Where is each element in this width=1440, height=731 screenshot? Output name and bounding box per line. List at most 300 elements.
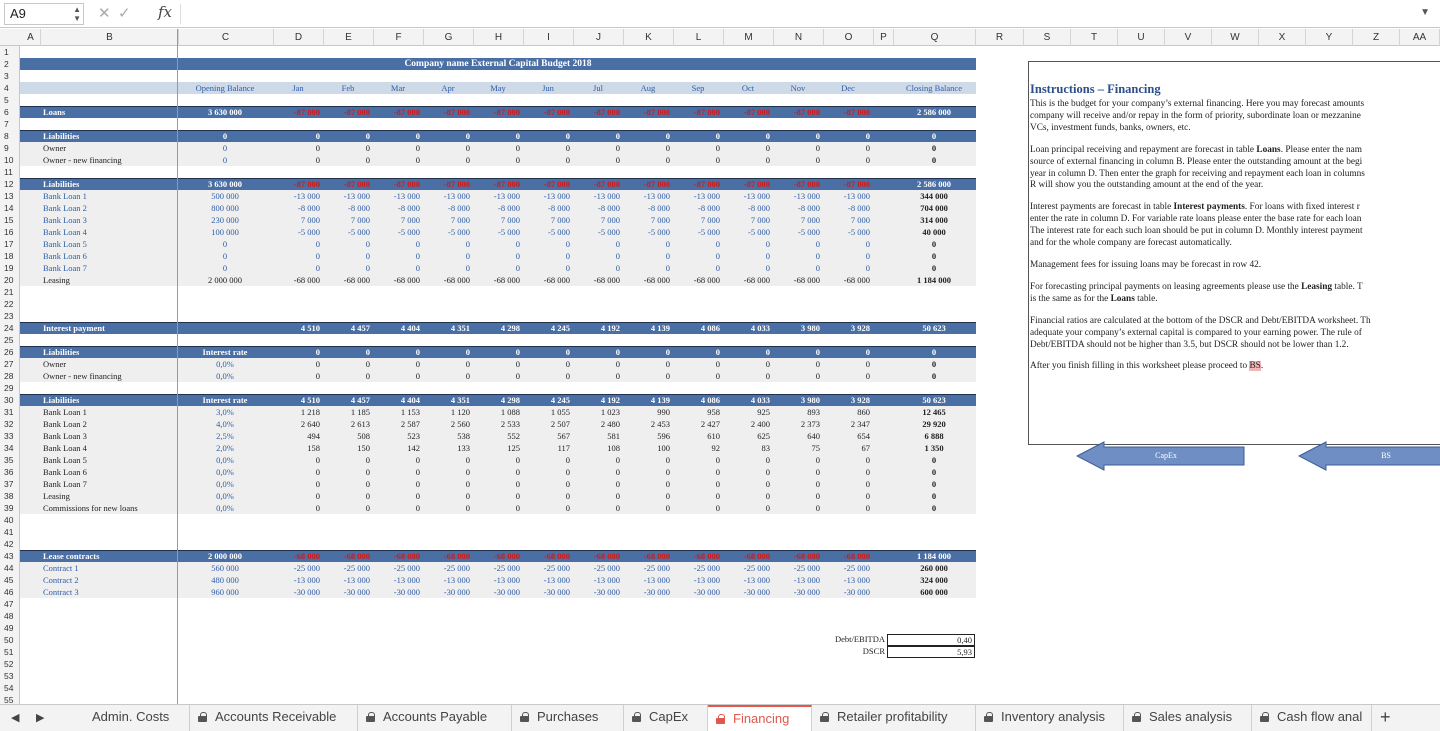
- column-header-y[interactable]: Y: [1306, 29, 1353, 46]
- month-value-cell[interactable]: 4 086: [700, 395, 720, 405]
- row-header[interactable]: 52: [4, 659, 14, 669]
- month-value-cell[interactable]: -87 000: [793, 179, 820, 189]
- row-header[interactable]: 25: [4, 335, 14, 345]
- month-value-cell[interactable]: 0: [815, 491, 820, 501]
- month-value-cell[interactable]: -30 000: [493, 587, 520, 597]
- month-value-cell[interactable]: -8 000: [398, 203, 420, 213]
- opening-balance-cell[interactable]: 230 000: [211, 215, 239, 225]
- opening-balance-cell[interactable]: 500 000: [211, 191, 239, 201]
- month-value-cell[interactable]: 596: [657, 431, 670, 441]
- month-value-cell[interactable]: -87 000: [293, 179, 320, 189]
- month-value-cell[interactable]: 0: [665, 239, 670, 249]
- month-value-cell[interactable]: 0: [315, 251, 320, 261]
- month-value-cell[interactable]: -87 000: [343, 179, 370, 189]
- month-value-cell[interactable]: 4 457: [350, 323, 370, 333]
- closing-balance-cell[interactable]: 0: [931, 239, 937, 249]
- closing-balance-cell[interactable]: 1 184 000: [917, 275, 951, 285]
- closing-balance-cell[interactable]: 0: [931, 455, 937, 465]
- opening-balance-cell[interactable]: 560 000: [211, 563, 239, 573]
- row-label[interactable]: Contract 3: [43, 587, 79, 597]
- closing-balance-cell[interactable]: 0: [931, 503, 937, 513]
- month-value-cell[interactable]: 0: [365, 143, 370, 153]
- month-value-cell[interactable]: -13 000: [643, 575, 670, 585]
- closing-balance-cell[interactable]: 0: [931, 479, 937, 489]
- closing-balance-cell[interactable]: 0: [931, 251, 937, 261]
- month-value-cell[interactable]: 640: [807, 431, 820, 441]
- month-value-cell[interactable]: 4 033: [750, 323, 770, 333]
- month-value-cell[interactable]: 1 055: [550, 407, 570, 417]
- month-value-cell[interactable]: 0: [465, 467, 470, 477]
- month-value-cell[interactable]: -13 000: [793, 191, 820, 201]
- opening-balance-cell[interactable]: 0,0%: [216, 491, 234, 501]
- opening-balance-cell[interactable]: 2 000 000: [208, 551, 242, 561]
- month-value-cell[interactable]: -8 000: [598, 203, 620, 213]
- month-value-cell[interactable]: 0: [465, 359, 470, 369]
- month-value-cell[interactable]: 0: [865, 143, 870, 153]
- month-value-cell[interactable]: 0: [565, 143, 570, 153]
- month-value-cell[interactable]: -68 000: [843, 275, 870, 285]
- month-value-cell[interactable]: 4 457: [350, 395, 370, 405]
- month-value-cell[interactable]: 3 980: [800, 395, 820, 405]
- month-value-cell[interactable]: -5 000: [748, 227, 770, 237]
- month-value-cell[interactable]: -8 000: [298, 203, 320, 213]
- month-value-cell[interactable]: 0: [365, 239, 370, 249]
- month-value-cell[interactable]: -87 000: [493, 179, 520, 189]
- month-value-cell[interactable]: 3 928: [850, 395, 870, 405]
- month-value-cell[interactable]: 0: [465, 347, 470, 357]
- previous-sheet-icon[interactable]: ◀: [11, 712, 20, 724]
- month-value-cell[interactable]: 4 510: [300, 323, 320, 333]
- month-value-cell[interactable]: 0: [765, 455, 770, 465]
- row-header[interactable]: 29: [4, 383, 14, 393]
- month-value-cell[interactable]: -87 000: [493, 107, 520, 117]
- opening-balance-cell[interactable]: Interest rate: [202, 395, 248, 405]
- month-value-cell[interactable]: 150: [357, 443, 370, 453]
- row-header[interactable]: 4: [4, 83, 9, 93]
- month-value-cell[interactable]: 0: [665, 155, 670, 165]
- month-value-cell[interactable]: 0: [615, 263, 620, 273]
- month-value-cell[interactable]: -68 000: [693, 551, 720, 561]
- row-label[interactable]: Liabilities: [43, 131, 80, 141]
- month-value-cell[interactable]: 7 000: [450, 215, 470, 225]
- month-value-cell[interactable]: 0: [565, 491, 570, 501]
- column-header-k[interactable]: K: [624, 29, 674, 46]
- month-value-cell[interactable]: 0: [565, 251, 570, 261]
- month-value-cell[interactable]: 0: [415, 239, 420, 249]
- month-value-cell[interactable]: 117: [557, 443, 570, 453]
- month-value-cell[interactable]: 0: [765, 467, 770, 477]
- month-value-cell[interactable]: -68 000: [343, 275, 370, 285]
- month-header[interactable]: Jun: [542, 83, 554, 93]
- month-value-cell[interactable]: -13 000: [443, 191, 470, 201]
- month-value-cell[interactable]: 0: [765, 479, 770, 489]
- month-value-cell[interactable]: 0: [715, 479, 720, 489]
- row-header[interactable]: 46: [4, 587, 14, 597]
- month-value-cell[interactable]: 0: [365, 155, 370, 165]
- row-header[interactable]: 41: [4, 527, 14, 537]
- month-value-cell[interactable]: 925: [757, 407, 770, 417]
- column-header-d[interactable]: D: [274, 29, 324, 46]
- column-header-p[interactable]: P: [874, 29, 894, 46]
- metric-value[interactable]: 5,93: [887, 646, 975, 658]
- opening-balance-cell[interactable]: 2,5%: [216, 431, 234, 441]
- opening-balance-cell[interactable]: 0: [222, 143, 228, 153]
- closing-balance-cell[interactable]: 1 350: [924, 443, 944, 453]
- row-header[interactable]: 40: [4, 515, 14, 525]
- month-value-cell[interactable]: -13 000: [743, 575, 770, 585]
- row-label[interactable]: Bank Loan 6: [43, 251, 87, 261]
- month-value-cell[interactable]: 0: [365, 251, 370, 261]
- row-label[interactable]: Bank Loan 5: [43, 455, 87, 465]
- month-value-cell[interactable]: 0: [515, 467, 520, 477]
- month-value-cell[interactable]: -13 000: [493, 191, 520, 201]
- month-value-cell[interactable]: 0: [415, 155, 420, 165]
- month-value-cell[interactable]: -5 000: [498, 227, 520, 237]
- month-value-cell[interactable]: 108: [607, 443, 620, 453]
- closing-balance-cell[interactable]: 40 000: [922, 227, 946, 237]
- opening-balance-cell[interactable]: 0: [222, 263, 228, 273]
- month-value-cell[interactable]: 2 533: [500, 419, 520, 429]
- month-value-cell[interactable]: 0: [465, 143, 470, 153]
- month-value-cell[interactable]: 158: [307, 443, 320, 453]
- month-value-cell[interactable]: 7 000: [500, 215, 520, 225]
- month-value-cell[interactable]: 0: [815, 371, 820, 381]
- month-value-cell[interactable]: 4 192: [600, 323, 620, 333]
- month-value-cell[interactable]: 1 218: [300, 407, 320, 417]
- month-value-cell[interactable]: -68 000: [543, 551, 570, 561]
- month-value-cell[interactable]: -8 000: [548, 203, 570, 213]
- function-icon[interactable]: fx: [158, 3, 173, 21]
- month-value-cell[interactable]: -25 000: [693, 563, 720, 573]
- month-value-cell[interactable]: 0: [465, 503, 470, 513]
- month-value-cell[interactable]: 0: [815, 143, 820, 153]
- month-value-cell[interactable]: 0: [615, 251, 620, 261]
- month-value-cell[interactable]: 0: [515, 263, 520, 273]
- month-value-cell[interactable]: 3 980: [800, 323, 820, 333]
- month-value-cell[interactable]: 0: [615, 467, 620, 477]
- month-value-cell[interactable]: 0: [415, 143, 420, 153]
- month-value-cell[interactable]: 494: [307, 431, 320, 441]
- month-value-cell[interactable]: 538: [457, 431, 470, 441]
- month-value-cell[interactable]: 7 000: [750, 215, 770, 225]
- row-label[interactable]: Owner: [43, 359, 67, 369]
- month-header[interactable]: Dec: [841, 83, 855, 93]
- opening-balance-cell[interactable]: 960 000: [211, 587, 239, 597]
- row-header[interactable]: 9: [4, 143, 9, 153]
- month-value-cell[interactable]: -13 000: [693, 575, 720, 585]
- column-header-n[interactable]: N: [774, 29, 824, 46]
- row-header[interactable]: 1: [4, 47, 9, 57]
- opening-balance-cell[interactable]: 2 000 000: [208, 275, 242, 285]
- month-value-cell[interactable]: -68 000: [393, 551, 420, 561]
- month-value-cell[interactable]: -30 000: [743, 587, 770, 597]
- month-header[interactable]: Jul: [593, 83, 603, 93]
- month-value-cell[interactable]: 2 507: [550, 419, 570, 429]
- month-value-cell[interactable]: 860: [857, 407, 870, 417]
- row-header[interactable]: 42: [4, 539, 14, 549]
- month-value-cell[interactable]: 0: [715, 347, 720, 357]
- closing-balance-cell[interactable]: 50 623: [922, 323, 946, 333]
- row-label[interactable]: Bank Loan 6: [43, 467, 87, 477]
- month-value-cell[interactable]: -13 000: [493, 575, 520, 585]
- row-header[interactable]: 30: [4, 395, 14, 405]
- month-value-cell[interactable]: 0: [515, 239, 520, 249]
- month-value-cell[interactable]: 0: [615, 347, 620, 357]
- sheet-tab-retailer-profitability[interactable]: [812, 705, 976, 731]
- month-value-cell[interactable]: 4 351: [450, 323, 470, 333]
- month-value-cell[interactable]: 0: [315, 347, 320, 357]
- column-header-a[interactable]: A: [21, 29, 41, 46]
- month-value-cell[interactable]: -87 000: [643, 179, 670, 189]
- month-value-cell[interactable]: -13 000: [293, 191, 320, 201]
- month-value-cell[interactable]: 0: [765, 503, 770, 513]
- month-value-cell[interactable]: 0: [615, 455, 620, 465]
- closing-balance-cell[interactable]: 0: [931, 263, 937, 273]
- month-value-cell[interactable]: 4 245: [550, 395, 570, 405]
- month-value-cell[interactable]: -87 000: [693, 179, 720, 189]
- month-value-cell[interactable]: 0: [715, 155, 720, 165]
- closing-balance-cell[interactable]: 260 000: [920, 563, 948, 573]
- sheet-tab-financing[interactable]: [708, 705, 812, 731]
- expand-formula-bar-icon[interactable]: ▼: [1420, 7, 1430, 18]
- row-label[interactable]: Bank Loan 3: [43, 431, 87, 441]
- row-header[interactable]: 5: [4, 95, 9, 105]
- month-value-cell[interactable]: -87 000: [443, 179, 470, 189]
- month-value-cell[interactable]: 0: [665, 359, 670, 369]
- month-value-cell[interactable]: 0: [565, 155, 570, 165]
- month-value-cell[interactable]: 0: [865, 479, 870, 489]
- month-value-cell[interactable]: 4 139: [650, 395, 670, 405]
- month-value-cell[interactable]: 0: [815, 251, 820, 261]
- month-value-cell[interactable]: 0: [465, 155, 470, 165]
- month-value-cell[interactable]: -68 000: [293, 275, 320, 285]
- month-value-cell[interactable]: 0: [415, 491, 420, 501]
- closing-balance-cell[interactable]: 0: [931, 155, 937, 165]
- month-value-cell[interactable]: 0: [565, 359, 570, 369]
- month-value-cell[interactable]: 552: [507, 431, 520, 441]
- month-value-cell[interactable]: -5 000: [448, 227, 470, 237]
- opening-balance-cell[interactable]: 0,0%: [216, 503, 234, 513]
- month-value-cell[interactable]: -25 000: [793, 563, 820, 573]
- closing-balance-cell[interactable]: 0: [931, 491, 937, 501]
- month-value-cell[interactable]: 0: [865, 239, 870, 249]
- month-value-cell[interactable]: -68 000: [493, 551, 520, 561]
- month-value-cell[interactable]: 0: [865, 371, 870, 381]
- row-label[interactable]: Bank Loan 7: [43, 263, 87, 273]
- month-value-cell[interactable]: 0: [565, 467, 570, 477]
- closing-balance-cell[interactable]: 29 920: [922, 419, 946, 429]
- opening-balance-cell[interactable]: 480 000: [211, 575, 239, 585]
- month-value-cell[interactable]: 0: [765, 131, 770, 141]
- row-header[interactable]: 2: [4, 59, 9, 69]
- row-header[interactable]: 20: [4, 275, 14, 285]
- column-header-x[interactable]: X: [1259, 29, 1306, 46]
- month-value-cell[interactable]: 0: [565, 503, 570, 513]
- opening-balance-cell[interactable]: 0,0%: [216, 455, 234, 465]
- closing-balance-cell[interactable]: 344 000: [920, 191, 948, 201]
- month-value-cell[interactable]: -25 000: [843, 563, 870, 573]
- month-value-cell[interactable]: -87 000: [693, 107, 720, 117]
- month-value-cell[interactable]: 0: [365, 371, 370, 381]
- month-value-cell[interactable]: 4 033: [750, 395, 770, 405]
- month-value-cell[interactable]: 0: [865, 359, 870, 369]
- month-value-cell[interactable]: -25 000: [593, 563, 620, 573]
- row-label[interactable]: Owner - new financing: [43, 371, 122, 381]
- month-value-cell[interactable]: 0: [715, 131, 720, 141]
- month-value-cell[interactable]: 0: [415, 479, 420, 489]
- month-value-cell[interactable]: 0: [715, 491, 720, 501]
- month-value-cell[interactable]: 0: [765, 155, 770, 165]
- sheet-tab-inventory-analysis[interactable]: [976, 705, 1124, 731]
- month-value-cell[interactable]: 0: [865, 251, 870, 261]
- month-value-cell[interactable]: 0: [865, 491, 870, 501]
- month-value-cell[interactable]: -13 000: [393, 575, 420, 585]
- month-header[interactable]: Apr: [441, 83, 455, 93]
- month-value-cell[interactable]: 0: [515, 347, 520, 357]
- sheet-tab-cash-flow-anal[interactable]: [1252, 705, 1372, 731]
- month-value-cell[interactable]: 990: [657, 407, 670, 417]
- closing-balance-cell[interactable]: 6 888: [924, 431, 944, 441]
- month-value-cell[interactable]: 4 086: [700, 323, 720, 333]
- month-value-cell[interactable]: 0: [315, 467, 320, 477]
- month-value-cell[interactable]: 0: [765, 347, 770, 357]
- month-value-cell[interactable]: 0: [615, 239, 620, 249]
- column-header-q[interactable]: Q: [894, 29, 976, 46]
- column-header-aa[interactable]: AA: [1400, 29, 1440, 46]
- cancel-icon[interactable]: ✕: [98, 5, 111, 22]
- row-header[interactable]: 31: [4, 407, 14, 417]
- month-value-cell[interactable]: 0: [615, 143, 620, 153]
- closing-balance-cell[interactable]: 0: [931, 359, 937, 369]
- metric-value[interactable]: 0,40: [887, 634, 975, 646]
- name-box-spinner-icon[interactable]: ▲ ▼: [73, 5, 81, 23]
- closing-balance-cell[interactable]: 0: [931, 467, 937, 477]
- row-header[interactable]: 16: [4, 227, 14, 237]
- confirm-icon[interactable]: ✓: [118, 5, 131, 22]
- month-value-cell[interactable]: 0: [715, 143, 720, 153]
- month-value-cell[interactable]: 0: [365, 503, 370, 513]
- column-header-s[interactable]: S: [1024, 29, 1071, 46]
- month-value-cell[interactable]: 0: [715, 455, 720, 465]
- month-value-cell[interactable]: 0: [715, 239, 720, 249]
- month-value-cell[interactable]: -68 000: [643, 551, 670, 561]
- month-value-cell[interactable]: -30 000: [343, 587, 370, 597]
- sheet-tab-accounts-payable[interactable]: [358, 705, 512, 731]
- month-value-cell[interactable]: 0: [865, 347, 870, 357]
- month-value-cell[interactable]: 0: [365, 347, 370, 357]
- month-value-cell[interactable]: 0: [865, 155, 870, 165]
- row-label[interactable]: Commissions for new loans: [43, 503, 138, 513]
- row-label[interactable]: Bank Loan 1: [43, 407, 87, 417]
- month-value-cell[interactable]: 0: [315, 359, 320, 369]
- month-value-cell[interactable]: 0: [815, 503, 820, 513]
- column-header-c[interactable]: C: [178, 29, 274, 46]
- month-value-cell[interactable]: -68 000: [343, 551, 370, 561]
- month-value-cell[interactable]: -13 000: [293, 575, 320, 585]
- row-header[interactable]: 48: [4, 611, 14, 621]
- month-value-cell[interactable]: 523: [407, 431, 420, 441]
- month-value-cell[interactable]: -87 000: [843, 107, 870, 117]
- month-value-cell[interactable]: -5 000: [848, 227, 870, 237]
- column-header-w[interactable]: W: [1212, 29, 1259, 46]
- month-value-cell[interactable]: -87 000: [543, 179, 570, 189]
- month-value-cell[interactable]: 0: [815, 455, 820, 465]
- row-header[interactable]: 35: [4, 455, 14, 465]
- month-value-cell[interactable]: -87 000: [443, 107, 470, 117]
- month-value-cell[interactable]: -13 000: [693, 191, 720, 201]
- row-label[interactable]: Liabilities: [43, 395, 80, 405]
- month-value-cell[interactable]: 0: [765, 239, 770, 249]
- month-value-cell[interactable]: 0: [315, 371, 320, 381]
- month-header[interactable]: Sep: [691, 83, 705, 93]
- month-value-cell[interactable]: 0: [465, 131, 470, 141]
- month-value-cell[interactable]: 7 000: [550, 215, 570, 225]
- month-value-cell[interactable]: 0: [515, 371, 520, 381]
- month-value-cell[interactable]: 0: [565, 347, 570, 357]
- column-header-g[interactable]: G: [424, 29, 474, 46]
- month-value-cell[interactable]: 0: [565, 239, 570, 249]
- row-header[interactable]: 53: [4, 671, 14, 681]
- month-value-cell[interactable]: 2 427: [700, 419, 720, 429]
- month-value-cell[interactable]: -30 000: [843, 587, 870, 597]
- month-value-cell[interactable]: 0: [865, 467, 870, 477]
- month-value-cell[interactable]: 0: [465, 479, 470, 489]
- column-header-v[interactable]: V: [1165, 29, 1212, 46]
- month-value-cell[interactable]: -8 000: [348, 203, 370, 213]
- month-value-cell[interactable]: -87 000: [643, 107, 670, 117]
- month-value-cell[interactable]: 0: [765, 143, 770, 153]
- bs-nav-button[interactable]: [1298, 441, 1440, 471]
- month-header[interactable]: Feb: [341, 83, 355, 93]
- month-value-cell[interactable]: 0: [665, 143, 670, 153]
- month-value-cell[interactable]: 0: [465, 263, 470, 273]
- month-value-cell[interactable]: 0: [665, 251, 670, 261]
- month-value-cell[interactable]: 0: [715, 263, 720, 273]
- closing-balance-cell[interactable]: 2 586 000: [917, 179, 951, 189]
- opening-balance-cell[interactable]: 3 630 000: [208, 107, 242, 117]
- column-header-e[interactable]: E: [324, 29, 374, 46]
- month-value-cell[interactable]: -13 000: [443, 575, 470, 585]
- month-value-cell[interactable]: -8 000: [498, 203, 520, 213]
- month-value-cell[interactable]: 0: [765, 359, 770, 369]
- month-value-cell[interactable]: 0: [465, 239, 470, 249]
- formula-input[interactable]: [180, 4, 1410, 24]
- row-header[interactable]: 22: [4, 299, 14, 309]
- month-value-cell[interactable]: -13 000: [793, 575, 820, 585]
- month-value-cell[interactable]: 0: [465, 251, 470, 261]
- month-value-cell[interactable]: 0: [665, 455, 670, 465]
- month-value-cell[interactable]: 4 245: [550, 323, 570, 333]
- month-value-cell[interactable]: 3 928: [850, 323, 870, 333]
- month-value-cell[interactable]: 1 185: [350, 407, 370, 417]
- month-value-cell[interactable]: 0: [715, 359, 720, 369]
- month-value-cell[interactable]: -30 000: [593, 587, 620, 597]
- sheet-title[interactable]: Company name External Capital Budget 2018: [404, 59, 592, 69]
- month-value-cell[interactable]: 0: [615, 155, 620, 165]
- row-label[interactable]: Interest payment: [43, 323, 105, 333]
- month-value-cell[interactable]: -68 000: [743, 551, 770, 561]
- sheet-tab-admin-costs[interactable]: [62, 705, 190, 731]
- row-label[interactable]: Liabilities: [43, 179, 80, 189]
- month-value-cell[interactable]: 0: [365, 263, 370, 273]
- row-header[interactable]: 54: [4, 683, 14, 693]
- month-value-cell[interactable]: -5 000: [798, 227, 820, 237]
- row-label[interactable]: Leasing: [43, 491, 70, 501]
- month-value-cell[interactable]: 4 404: [400, 323, 420, 333]
- month-value-cell[interactable]: -68 000: [393, 275, 420, 285]
- month-value-cell[interactable]: 7 000: [300, 215, 320, 225]
- month-value-cell[interactable]: 0: [665, 263, 670, 273]
